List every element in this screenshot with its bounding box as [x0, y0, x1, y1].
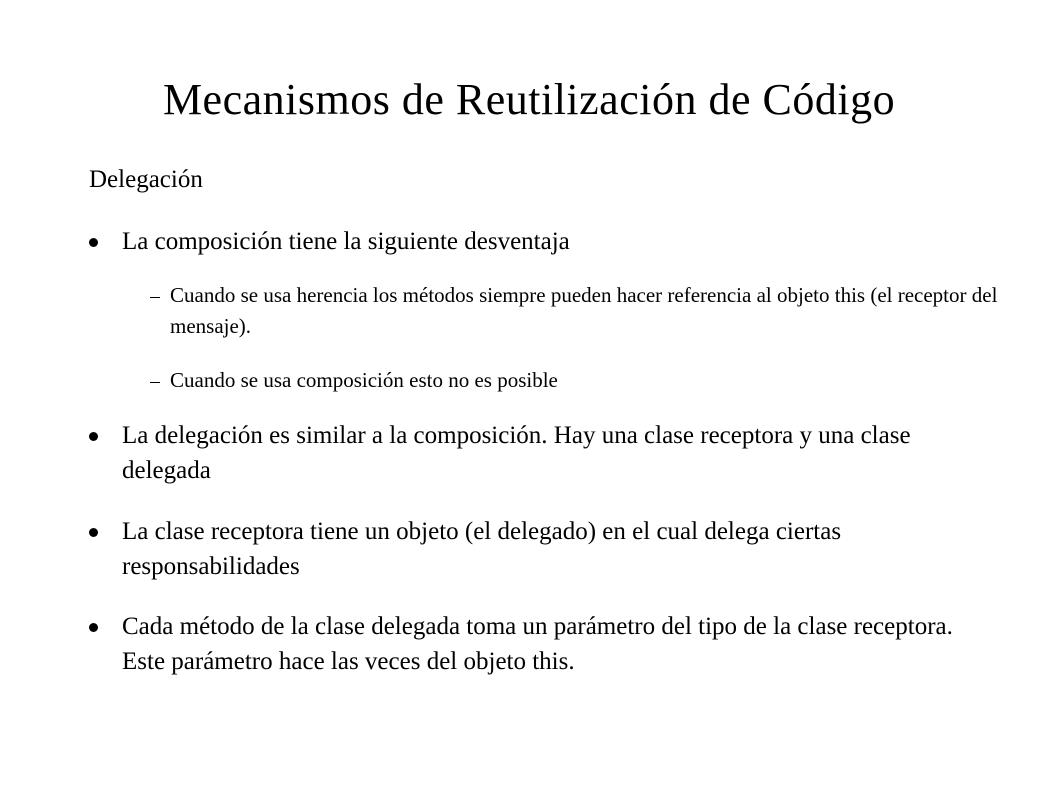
dash-icon: [150, 382, 160, 383]
bullet-text: La composición tiene la siguiente desventaja: [122, 228, 570, 255]
bullet-text: La clase receptora tiene un objeto (el delegado) en el cual delega ciertas responsabilidades: [122, 518, 842, 580]
bullet-dot-icon: [89, 623, 98, 632]
bullet-text: La delegación es similar a la composición. Hay una clase receptora y una clase delegada: [122, 422, 911, 484]
bullet-dot-icon: [89, 238, 98, 247]
section-heading: Delegación: [89, 166, 203, 193]
bullet-text: Cada método de la clase delegada toma un parámetro del tipo de la clase receptora. Este parámetro hace las veces del objeto this.: [122, 613, 953, 675]
dash-icon: [150, 297, 160, 298]
bullet-dot-icon: [89, 432, 98, 441]
sub-bullet-text: Cuando se usa composición esto no es posible: [170, 368, 558, 392]
sub-bullet-text: Cuando se usa herencia los métodos siempre pueden hacer referencia al objeto this (el receptor del mensaje).: [170, 283, 998, 338]
slide-title: Mecanismos de Reutilización de Código: [162, 75, 896, 124]
bullet-dot-icon: [89, 528, 98, 537]
